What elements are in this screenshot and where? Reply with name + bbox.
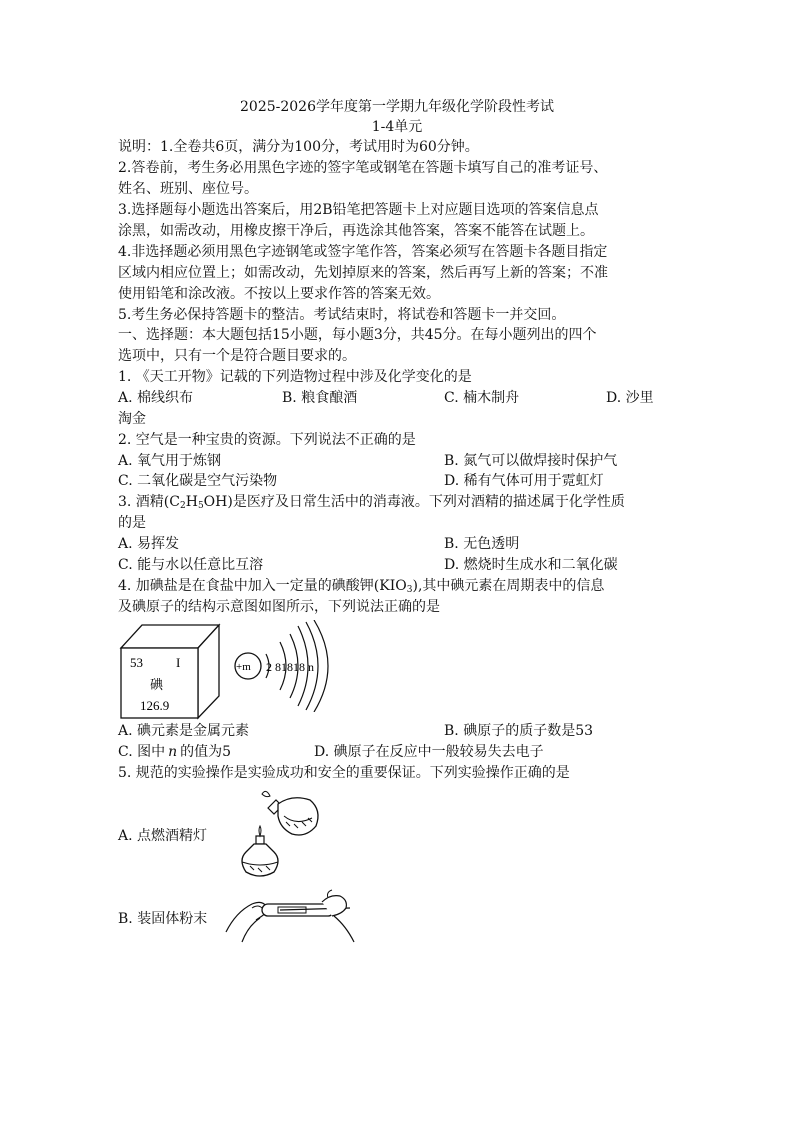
q1-option-c: C. 楠木制舟 xyxy=(444,390,520,406)
question-3-stem: 3. 酒精$(C_2H_5OH)$是医疗及日常生活中的消毒液。下列对酒精的描述属于化学性质 xyxy=(118,494,625,511)
section-heading-cont: 选项中，只有一个是符合题目要求的。 xyxy=(118,348,356,364)
question-4-stem-cont: 及碘原子的结构示意图如图所示，下列说法正确的是 xyxy=(118,599,440,615)
q2-option-d: D. 稀有气体可用于霓虹灯 xyxy=(444,473,604,489)
q3-option-d: D. 燃烧时生成水和二氧化碳 xyxy=(444,557,618,573)
page-subtitle: 1-4单元 xyxy=(371,119,423,135)
question-4-stem: 4. 加碘盐是在食盐中加入一定量的碘酸钾$(KIO_3)$,其中碘元素在周期表中的信息 xyxy=(118,578,605,595)
instruction-line: 区域内相应位置上；如需改动，先划掉原来的答案，然后再写上新的答案；不准 xyxy=(118,265,608,281)
periodic-table-cell-figure xyxy=(118,622,222,720)
q4-option-a: A. 碘元素是金属元素 xyxy=(118,723,250,739)
section-heading: 一、选择题：本大题包括15小题，每小题3分，共45分。在每小题列出的四个 xyxy=(118,327,597,343)
powder-loading-illustration xyxy=(222,882,362,948)
instruction-line: 2.答卷前，考生务必用黑色字迹的签字笔或钢笔在答题卡填写自己的准考证号、 xyxy=(118,160,608,176)
q5-option-b: B. 装固体粉末 xyxy=(118,911,208,927)
question-5-stem: 5. 规范的实验操作是实验成功和安全的重要保证。下列实验操作正确的是 xyxy=(118,765,570,781)
q3-option-c: C. 能与水以任意比互溶 xyxy=(118,557,264,573)
q2-option-c: C. 二氧化碳是空气污染物 xyxy=(118,473,278,489)
q3-option-b: B. 无色透明 xyxy=(444,536,520,552)
page-title: 2025-2026学年度第一学期九年级化学阶段性考试 xyxy=(240,99,554,115)
electron-shells-label: 2 81818 n xyxy=(266,660,314,674)
q1-option-d-cont: 淘金 xyxy=(118,411,146,427)
q2-option-b: B. 氮气可以做焊接时保护气 xyxy=(444,453,618,469)
q1-option-b: B. 粮食酿酒 xyxy=(282,390,358,406)
question-1-stem: 1. 《天工开物》记载的下列造物过程中涉及化学变化的是 xyxy=(118,369,472,385)
instruction-line: 4.非选择题必须用黑色字迹钢笔或签字笔作答，答案必须写在答题卡各题目指定 xyxy=(118,244,608,260)
nucleus-label: +m xyxy=(236,661,251,673)
alcohol-lamp-illustration xyxy=(220,786,330,886)
q4-option-d: D. 碘原子在反应中一般较易失去电子 xyxy=(314,744,544,760)
q1-option-a: A. 棉线织布 xyxy=(118,390,194,406)
instruction-line: 涂黑，如需改动，用橡皮擦干净后，再选涂其他答案，答案不能答在试题上。 xyxy=(118,223,594,239)
q3-option-a: A. 易挥发 xyxy=(118,536,180,552)
cell-element-name: 碘 xyxy=(150,677,164,692)
q4-option-c: C. 图中 n 的值为5 xyxy=(118,744,232,760)
atom-structure-figure xyxy=(228,620,348,712)
instruction-line: 说明：1.全卷共6页，满分为100分，考试用时为60分钟。 xyxy=(118,139,479,155)
instruction-line: 使用铅笔和涂改液。不按以上要求作答的答案无效。 xyxy=(118,286,440,302)
question-2-stem: 2. 空气是一种宝贵的资源。下列说法不正确的是 xyxy=(118,432,416,448)
cell-symbol: I xyxy=(176,655,181,670)
q5-option-a: A. 点燃酒精灯 xyxy=(118,828,208,844)
instruction-line: 3.选择题每小题选出答案后，用2B铅笔把答题卡上对应题目选项的答案信息点 xyxy=(118,202,599,218)
cell-atomic-number: 53 xyxy=(130,655,143,670)
instruction-line: 姓名、班别、座位号。 xyxy=(118,181,258,197)
cell-atomic-mass: 126.9 xyxy=(140,698,170,713)
q2-option-a: A. 氧气用于炼钢 xyxy=(118,453,222,469)
question-3-stem-cont: 的是 xyxy=(118,515,146,531)
q1-option-d: D. 沙里 xyxy=(606,390,654,406)
instruction-line: 5.考生务必保持答题卡的整洁。考试结束时，将试卷和答题卡一并交回。 xyxy=(118,307,566,323)
q4-option-b: B. 碘原子的质子数是53 xyxy=(444,723,594,739)
